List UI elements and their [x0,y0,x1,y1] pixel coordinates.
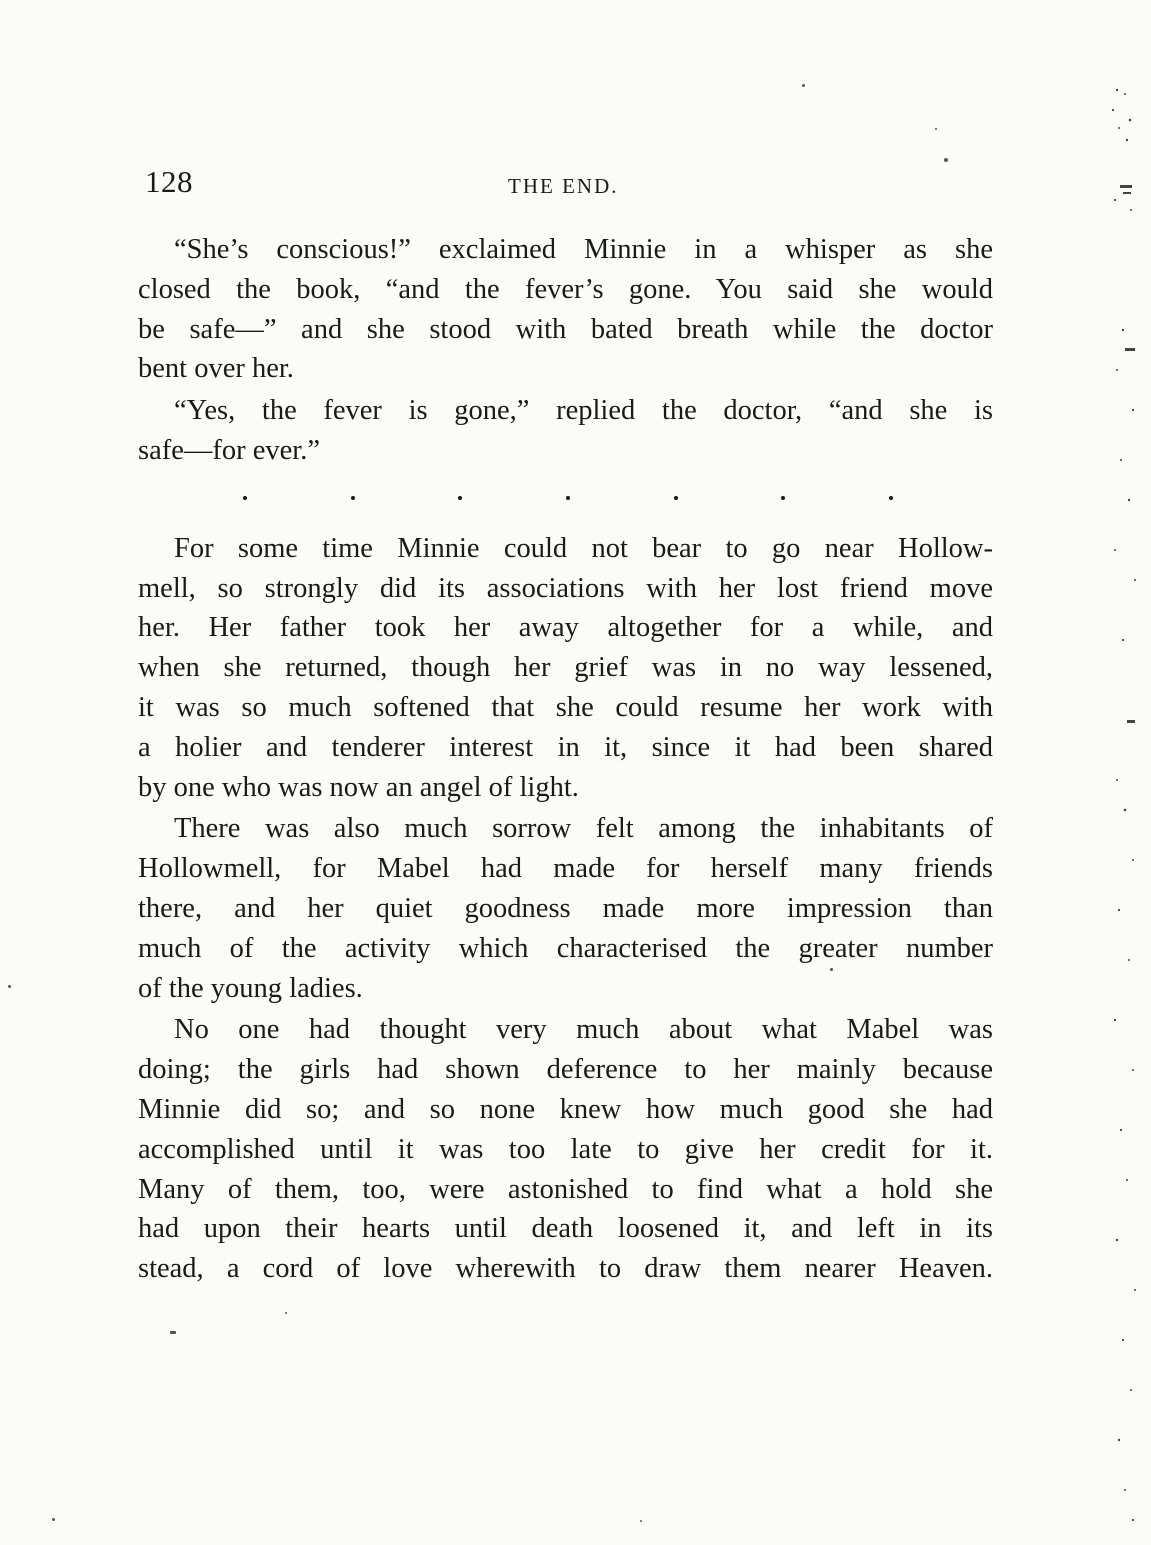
text-line: mell, so strongly did its associations with her lost friend move [138,572,993,604]
scan-speck [285,1312,287,1314]
section-break-dots [138,467,993,529]
ellipsis-dot [889,496,893,500]
paragraph [138,809,993,1008]
text-line: For some time Minnie could not bear to go near Hollow- [174,532,993,564]
ellipsis-dot [458,496,462,500]
paragraph [138,391,993,471]
text-line: her. Her father took her away altogether for a while, and [138,612,993,644]
text-line: There was also much sorrow felt among the inhabitants of [174,813,993,845]
scan-speck [52,1518,55,1521]
text-line: a holier and tenderer interest in it, since it had been shared [138,731,993,763]
text-line: be safe—” and she stood with bated breath while the doctor [138,313,993,345]
scan-noise-graphic [1105,80,1145,1540]
text-line: bent over her. [138,353,294,385]
scan-speck [8,985,11,988]
paragraph [138,529,993,808]
ellipsis-dot [243,496,247,500]
ellipsis-dot [781,496,785,500]
text-line: accomplished until it was too late to give her credit for it. [138,1133,993,1165]
page-number: 128 [145,164,193,199]
text-line: doing; the girls had shown deference to her mainly because [138,1054,993,1086]
running-head [140,162,990,202]
text-line: it was so much softened that she could resume her work with [138,691,993,723]
text-line: closed the book, “and the fever’s gone. You said she would [138,273,993,305]
scan-speck [830,968,833,971]
text-line: had upon their hearts until death loosened it, and left in its [138,1213,993,1245]
scan-margin-noise [1105,80,1145,1540]
ellipsis-dot [351,496,355,500]
scan-speck [640,1520,642,1522]
scan-speck [170,1331,176,1334]
text-line: “Yes, the fever is gone,” replied the doctor, “and she is [174,395,993,427]
text-line: of the young ladies. [138,972,363,1004]
ellipsis-dot [674,496,678,500]
text-line: safe—for ever.” [138,434,320,466]
text-line: much of the activity which characterised the greater number [138,932,993,964]
paragraph [138,230,993,389]
text-line: “She’s conscious!” exclaimed Minnie in a whisper as she [174,234,993,265]
text-line: when she returned, though her grief was in no way lessened, [138,652,993,684]
running-title: THE END. [508,174,619,198]
text-line: No one had thought very much about what Mabel was [174,1014,993,1046]
scan-speck [802,84,805,87]
paragraph [138,1010,993,1289]
text-line: by one who was now an angel of light. [138,771,579,803]
text-line: Many of them, too, were astonished to find what a hold she [138,1173,993,1205]
ellipsis-dot [566,496,570,500]
scan-speck [935,128,937,130]
text-line: Minnie did so; and so none knew how much good she had [138,1093,993,1125]
text-line: Hollowmell, for Mabel had made for herself many friends [138,853,993,885]
text-line: there, and her quiet goodness made more impression than [138,892,993,924]
text-line: stead, a cord of love wherewith to draw them nearer Heaven. [138,1253,993,1285]
body-text [138,230,993,1289]
scan-speck [944,158,948,162]
